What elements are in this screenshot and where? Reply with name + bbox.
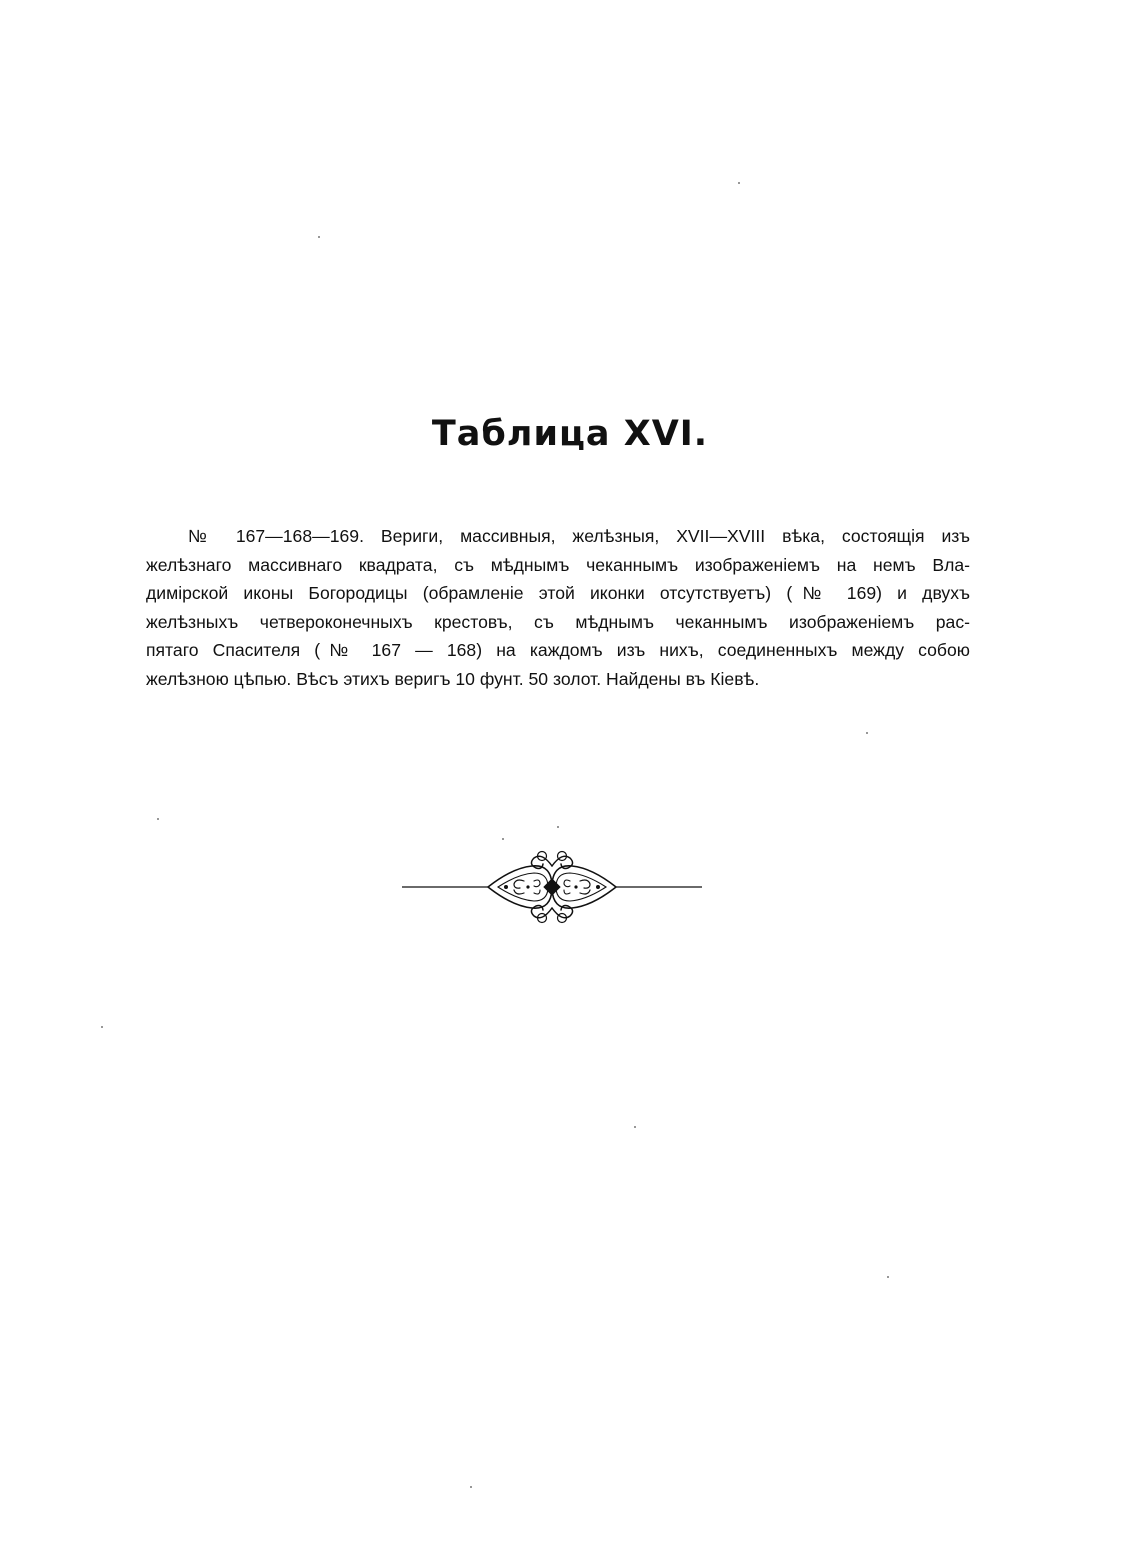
description-line: № 167—168—169. Вериги, массивныя, желѣзныя, XVII—XVIII вѣка, состоящія изъ xyxy=(188,526,970,546)
scan-speck xyxy=(101,1026,103,1028)
scroll-ornament-icon xyxy=(402,848,702,928)
description-line: желѣзныхъ четвероконечныхъ крестовъ, съ мѣднымъ чеканнымъ изображеніемъ рас- xyxy=(146,611,970,632)
description-line: желѣзною цѣпью. Вѣсъ этихъ веригъ 10 фунт. 50 золот. Найдены въ Кіевѣ. xyxy=(146,668,760,689)
scan-speck xyxy=(887,1276,889,1278)
scan-speck xyxy=(866,732,868,734)
plate-title: Таблица XVI. xyxy=(431,414,709,454)
description-line: желѣзнаго массивнаго квадрата, съ мѣднымъ чеканнымъ изображеніемъ на немъ Вла- xyxy=(146,554,970,575)
description-line: димірской иконы Богородицы (обрамленіе этой иконки отсутствуетъ) (№ 169) и двухъ xyxy=(146,583,970,604)
scan-speck xyxy=(470,1486,472,1488)
scan-speck xyxy=(502,838,504,840)
plate-description xyxy=(146,522,970,694)
scan-speck xyxy=(634,1126,636,1128)
scan-speck xyxy=(157,818,159,820)
description-line: пятаго Спасителя (№ 167 — 168) на каждомъ изъ нихъ, соединенныхъ между собою xyxy=(146,640,970,661)
scan-speck xyxy=(318,236,320,238)
scan-speck xyxy=(738,182,740,184)
scan-speck xyxy=(557,826,559,828)
